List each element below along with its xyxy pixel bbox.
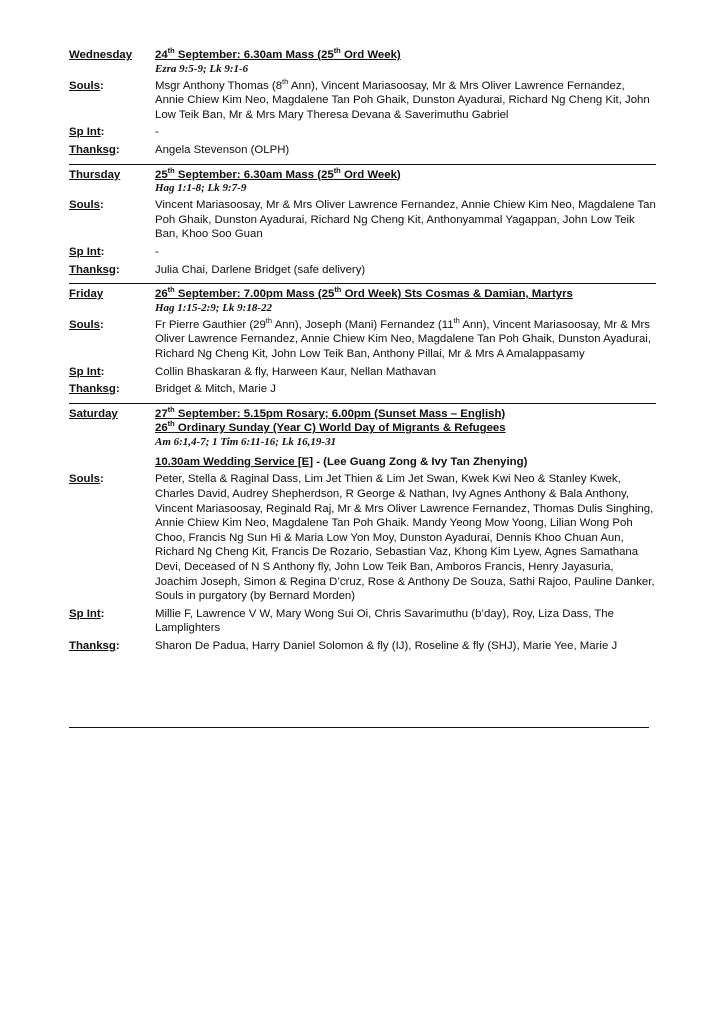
souls-list: Vincent Mariasoosay, Mr & Mrs Oliver Lawrence Fernandez, Annie Chiew Kim Neo, Magdalene Tan Poh Ghaik, Dunston Ayadurai, Richard Ng Cheng Kit, Anthonyammal Yagappan, John Low Teik Ban, Khoo Soo Guan: [155, 199, 656, 241]
mass-headline: 24th September: 6.30am Mass (25th Ord Week): [155, 46, 401, 61]
thanksgiving-value: Sharon De Padua, Harry Daniel Solomon & fly (IJ), Roseline & fly (SHJ), Marie Yee, Marie J: [155, 640, 618, 652]
day-label: Saturday: [69, 407, 118, 420]
thanksgiving-label: Thanksg: [69, 263, 116, 276]
thanksgiving-value: Bridget & Mitch, Marie J: [155, 383, 276, 396]
thanksgiving-label: Thanksg: [69, 640, 116, 652]
thanksgiving-label: Thanksg: [69, 383, 116, 396]
readings: Am 6:1,4-7; 1 Tim 6:11-16; Lk 16,19-31: [155, 435, 337, 448]
mass-headline: 25th September: 6.30am Mass (25th Ord Week): [155, 165, 401, 181]
sp-int-label: Sp Int: [69, 607, 101, 620]
day-saturday: Saturday 27th September: 5.15pm Rosary; 6.00pm (Sunset Mass – English) 26th Ordinary Sunday (Year C) World Day of Migrants & Refugees Am 6:1,4-7; 1 Tim 6:11-16; Lk 16,19-31 10.30am Wedding Service [E] - (Lee Guang Zong & Ivy Tan Zhenying) Souls: Peter, Stella & Raginal Dass, Lim Jet Thien & Lim Jet Swan, Kwek Kwi Neo & Stanley Kwek, Charles David, Audrey Shepherdson, R George & Nathan, Ivy Agnes Anthony & Bala Anthony, Vincent Mariasoosay, Reginald Raj, Mr & Mrs Oliver Lawrence Fernandez, Thomas Dulis Singhing, Annie Chiew Kim Neo, Magdalene Tan Poh Ghaik. Mandy Yeong Mow Yoong, Lilian Wong Poh Choo, Francis Ng Sun Hi & Maria Low Yon Moy, Dunston Ayadurai, Dennis Khoo Chuan Aun, Richard Ng Cheng Kit, Francis De Rozario, Sebastian Vaz, Khong Kim Lyew, Agnes Samathana Devi, Deceased of N S Anthony fly, John Low Teik Ban, Amboros Francis, Henry Jayasuria, Joachim Joseph, Simon & Regina D’cruz, Rose & Anthony De Souza, Sathi Rajoo, Pauline Danker, Souls in purgatory (by Bernard Morden) Sp Int: Millie F, Lawrence V W, Mary Wong Sui Oi, Chris Savarimuthu (b’day), Roy, Liza Dass, The Lamplighters Thanksg: Sharon De Padua, Harry Daniel Solomon & fly (IJ), Roseline & fly (SHJ), Marie Yee, Marie J: [69, 404, 655, 652]
wedding-service: 10.30am Wedding Service [E] - (Lee Guang Zong & Ivy Tan Zhenying): [155, 455, 528, 468]
sp-int-label: Sp Int: [69, 365, 101, 378]
day-friday: Friday 26th September: 7.00pm Mass (25th Ord Week) Sts Cosmas & Damian, Martyrs Hag 1:15-2:9; Lk 9:18-22 Souls: Fr Pierre Gauthier (29th Ann), Joseph (Mani) Fernandez (11th Ann), Vincent Mariasoosay, Mr & Mrs Oliver Lawrence Fernandez, Annie Chiew Kim Neo, Magdalene Tan Poh Ghaik, Dunston Ayadurai, Richard Ng Cheng Kit, John Low Teik Ban, Anthony Pillai, Mr & Mrs A Amalappasamy Sp Int: Collin Bhaskaran & fly, Harween Kaur, Nellan Mathavan Thanksg: Bridget & Mitch, Marie J: [69, 287, 656, 404]
mass-headline: 27th September: 5.15pm Rosary; 6.00pm (Sunset Mass – English): [155, 404, 506, 420]
day-label: Friday: [69, 288, 104, 301]
thanksgiving-label: Thanksg: [69, 143, 116, 156]
sp-int-value: Millie F, Lawrence V W, Mary Wong Sui Oi, Chris Savarimuthu (b’day), Roy, Liza Dass, The Lamplighters: [155, 607, 614, 635]
day-wednesday: Wednesday 24th September: 6.30am Mass (25th Ord Week) Ezra 9:5-9; Lk 9:1-6 Souls: Msgr Anthony Thomas (8th Ann), Vincent Mariasoosay, Mr & Mrs Oliver Lawrence Fernandez, Annie Chiew Kim Neo, Magdalene Tan Poh Ghaik, Dunston Ayadurai, Richard Ng Cheng Kit, John Low Teik Ban, Mr & Mrs Mary Theresa Devana & Saverimuthu Gabriel Sp Int: - Thanksg: Angela Stevenson (OLPH): [69, 48, 656, 165]
sp-int-label: Sp Int: [69, 126, 101, 139]
readings: Hag 1:1-8; Lk 9:7-9: [155, 182, 247, 195]
sunday-headline: 26th Ordinary Sunday (Year C) World Day of Migrants & Refugees: [155, 419, 506, 435]
souls-label: Souls: [69, 318, 101, 331]
sp-int-value: -: [155, 126, 159, 139]
souls-list: Msgr Anthony Thomas (8th Ann), Vincent Mariasoosay, Mr & Mrs Oliver Lawrence Fernandez, Annie Chiew Kim Neo, Magdalene Tan Poh Ghaik, Dunston Ayadurai, Richard Ng Cheng Kit, John Low Teik Ban, Mr & Mrs Mary Theresa Devana & Saverimuthu Gabriel: [155, 76, 650, 121]
day-thursday: Thursday 25th September: 6.30am Mass (25th Ord Week) Hag 1:1-8; Lk 9:7-9 Souls: Vincent Mariasoosay, Mr & Mrs Oliver Lawrence Fernandez, Annie Chiew Kim Neo, Magdalene Tan Poh Ghaik, Dunston Ayadurai, Richard Ng Cheng Kit, Anthonyammal Yagappan, John Low Teik Ban, Khoo Soo Guan Sp Int: - Thanksg: Julia Chai, Darlene Bridget (safe delivery): [69, 168, 656, 285]
day-label: Wednesday: [69, 49, 133, 61]
sp-int-value: Collin Bhaskaran & fly, Harween Kaur, Nellan Mathavan: [155, 365, 436, 378]
sp-int-value: -: [155, 245, 159, 258]
thanksgiving-value: Angela Stevenson (OLPH): [155, 143, 290, 156]
sp-int-label: Sp Int: [69, 245, 101, 258]
souls-label: Souls: [69, 199, 101, 212]
readings: Hag 1:15-2:9; Lk 9:18-22: [155, 301, 273, 314]
mass-intentions-schedule: [69, 48, 656, 663]
thanksgiving-value: Julia Chai, Darlene Bridget (safe delivery): [155, 263, 366, 276]
end-divider: [69, 727, 649, 728]
mass-headline: 26th September: 7.00pm Mass (25th Ord Week) Sts Cosmas & Damian, Martyrs: [155, 285, 573, 301]
day-label: Thursday: [69, 168, 121, 181]
souls-label: Souls: [69, 473, 101, 486]
readings: Ezra 9:5-9; Lk 9:1-6: [155, 62, 249, 75]
souls-list: Fr Pierre Gauthier (29th Ann), Joseph (Mani) Fernandez (11th Ann), Vincent Mariasoosay, Mr & Mrs Oliver Lawrence Fernandez, Annie Chiew Kim Neo, Magdalene Tan Poh Ghaik, Dunston Ayadurai, Richard Ng Cheng Kit, John Low Teik Ban, Anthony Pillai, Mr & Mrs A Amalappasamy: [155, 315, 651, 360]
souls-list: Peter, Stella & Raginal Dass, Lim Jet Thien & Lim Jet Swan, Kwek Kwi Neo & Stanley Kwek, Charles David, Audrey Shepherdson, R George & Nathan, Ivy Agnes Anthony & Bala Anthony, Vincent Mariasoosay, Reginald Raj, Mr & Mrs Oliver Lawrence Fernandez, Thomas Dulis Singhing, Annie Chiew Kim Neo, Magdalene Tan Poh Ghaik. Mandy Yeong Mow Yoong, Lilian Wong Poh Choo, Francis Ng Sun Hi & Maria Low Yon Moy, Dunston Ayadurai, Dennis Khoo Chuan Aun, Richard Ng Cheng Kit, Francis De Rozario, Sebastian Vaz, Khong Kim Lyew, Agnes Samathana Devi, Deceased of N S Anthony fly, John Low Teik Ban, Amboros Francis, Henry Jayasuria, Joachim Joseph, Simon & Regina D’cruz, Rose & Anthony De Souza, Sathi Rajoo, Pauline Danker, Souls in purgatory (by Bernard Morden): [155, 473, 655, 603]
souls-label: Souls: [69, 79, 101, 92]
